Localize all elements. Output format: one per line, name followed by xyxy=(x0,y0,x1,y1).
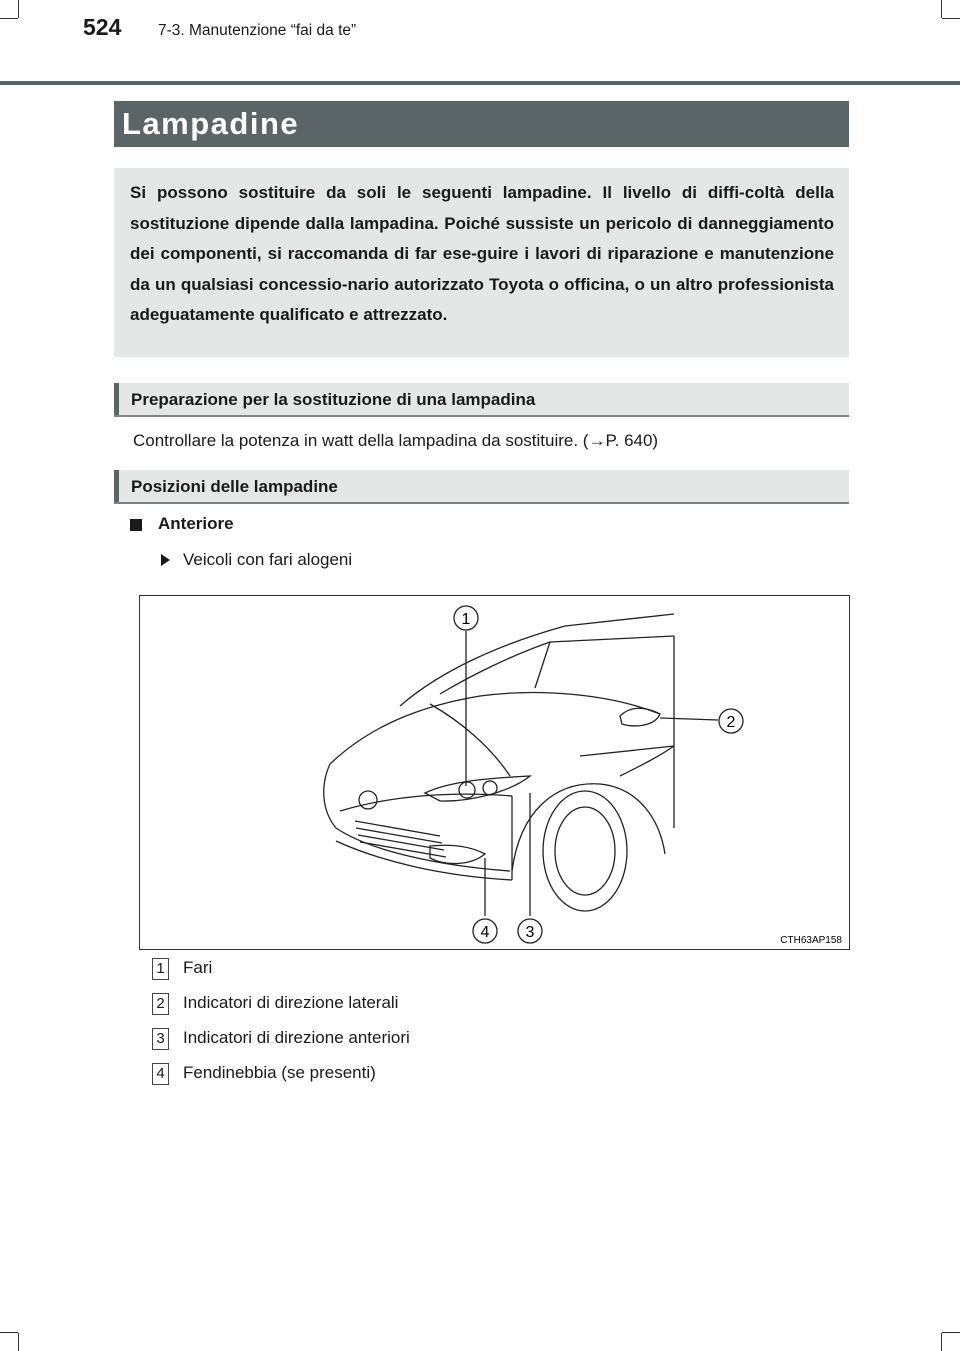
legend-number: 4 xyxy=(152,1063,169,1085)
legend-number: 3 xyxy=(152,1028,169,1050)
crop-mark xyxy=(0,1332,18,1333)
front-heading-label: Anteriore xyxy=(158,514,234,533)
callout-2 xyxy=(719,709,743,733)
intro-text: Si possono sostituire da soli le seguenti lampadine. Il livello di diffi-coltà della sostituzione dipende dalla lampadina. Poiché sussiste un pericolo di danneggiamento dei componenti, si raccomanda di far ese-guire i lavori di riparazione e manutenzione da un qualsiasi concessio-nario autorizzato Toyota o officina, o un altro professionista adeguatamente qualificato e attrezzato. xyxy=(130,183,834,324)
legend-label: Indicatori di direzione anteriori xyxy=(183,1028,410,1047)
figure-code: CTH63AP158 xyxy=(780,935,842,946)
callout-4 xyxy=(473,919,497,943)
prep-heading xyxy=(114,383,849,417)
crop-mark xyxy=(942,1332,960,1333)
page-number: 524 xyxy=(83,14,122,40)
intro-box xyxy=(114,168,849,357)
arrow-bullet-icon xyxy=(161,554,170,566)
callout-1 xyxy=(454,606,478,630)
sub-heading-label: Veicoli con fari alogeni xyxy=(183,550,353,569)
crop-mark xyxy=(941,0,942,18)
crop-mark xyxy=(18,1333,19,1351)
crop-mark xyxy=(18,0,19,18)
callout-1-label: 1 xyxy=(461,611,471,628)
legend-number: 2 xyxy=(152,993,169,1015)
car-illustration xyxy=(140,596,849,949)
positions-heading xyxy=(114,470,849,504)
callout-4-label: 4 xyxy=(480,924,490,941)
prep-text: Controllare la potenza in watt della lampadina da sostituire. (→P. 640) xyxy=(133,431,659,450)
crop-mark xyxy=(942,18,960,19)
legend-label: Fendinebbia (se presenti) xyxy=(183,1063,376,1082)
header-rule xyxy=(0,81,960,85)
callout-3-label: 3 xyxy=(525,924,535,941)
legend-number: 1 xyxy=(152,958,169,980)
page-title: Lampadine xyxy=(122,106,300,141)
legend-label: Fari xyxy=(183,958,213,977)
crop-mark xyxy=(0,18,18,19)
square-bullet-icon xyxy=(130,519,142,531)
callout-3 xyxy=(518,919,542,943)
crop-mark xyxy=(941,1333,942,1351)
positions-heading-label: Posizioni delle lampadine xyxy=(131,477,338,496)
title-bar xyxy=(114,101,849,147)
section-label: 7-3. Manutenzione “fai da te” xyxy=(158,22,357,39)
prep-heading-label: Preparazione per la sostituzione di una lampadina xyxy=(131,390,536,409)
legend-label: Indicatori di direzione laterali xyxy=(183,993,399,1012)
car-figure xyxy=(139,595,850,950)
callout-2-label: 2 xyxy=(726,714,736,731)
